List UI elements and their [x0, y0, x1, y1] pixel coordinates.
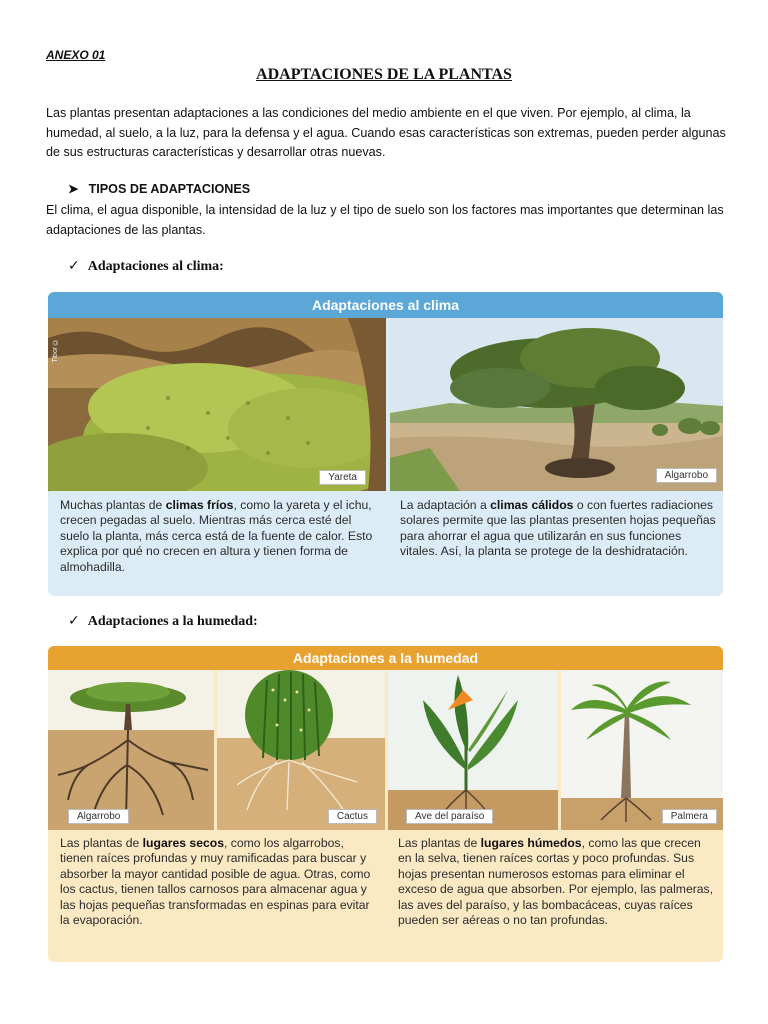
illustration-label: Cactus	[328, 809, 377, 824]
text-run: Las plantas de	[398, 836, 481, 850]
text-run: , como las que crecen en la selva, tienen raíces cortas y poco profundas. Sus hojas presentan numerosos estomas para eliminar el exceso de agua que absorben. Por ejemplo, las palmeras, las aves del paraíso, y las bombacáceas, cuyas raíces pueden ser aéreas o no tan profundas.	[398, 836, 714, 928]
subheading-humedad-text: Adaptaciones a la humedad:	[87, 614, 258, 629]
text-run: Las plantas de	[60, 836, 143, 850]
photo-label: Algarrobo	[656, 468, 717, 483]
clima-right-text	[400, 498, 716, 560]
illustration-label: Ave del paraíso	[406, 809, 493, 824]
humedad-right-text	[398, 836, 716, 928]
humedad-banner: Adaptaciones a la humedad	[48, 646, 723, 670]
palmera-illustration	[561, 670, 723, 830]
checkmark-icon: ✓	[68, 613, 80, 629]
bold-term: climas fríos	[165, 498, 234, 512]
bold-term: climas cálidos	[490, 498, 574, 512]
illustration-label: Palmera	[662, 809, 717, 824]
humedad-panel	[48, 646, 723, 962]
photo-label: Yareta	[319, 470, 366, 485]
arrow-bullet-icon: ➤	[68, 182, 79, 196]
algarrobo-photo	[390, 318, 723, 491]
clima-banner: Adaptaciones al clima	[48, 292, 723, 318]
text-run: La adaptación a	[400, 498, 491, 512]
intro-paragraph: Las plantas presentan adaptaciones a las condiciones del medio ambiente en el que viven. Por ejemplo, al clima, la humedad, al suelo, a la luz, para la defensa y el agua. Cuando esas características son extremas, pueden perder algunas de sus estructuras características y desarrollar otras nuevas.	[46, 106, 726, 159]
subheading-clima-text: Adaptaciones al clima:	[87, 259, 224, 274]
photo-credit: Tibor ©	[52, 338, 59, 363]
checkmark-icon: ✓	[68, 258, 80, 274]
clima-panel	[48, 292, 723, 596]
subheading-clima	[68, 258, 224, 275]
text-run: , como la yareta y el ichu, crecen pegadas al suelo. Mientras más cerca esté del suelo la planta, más cerca está de la fuente de calor. Esto explica por qué no crecen en altura y tienen forma de almohadilla.	[60, 498, 373, 574]
page-title: ADAPTACIONES DE LA PLANTAS	[256, 66, 512, 83]
section-paragraph: El clima, el agua disponible, la intensidad de la luz y el tipo de suelo son los factores mas importantes que determinan las adaptaciones de las plantas.	[46, 203, 724, 237]
humedad-left-text	[60, 836, 378, 928]
algarrobo-roots-illustration	[48, 670, 214, 830]
bold-term: lugares húmedos	[480, 836, 582, 850]
text-run: , como los algarrobos, tienen raíces profundas y muy ramificadas para buscar y absorber la mayor cantidad posible de agua. Otras, como los cactus, tienen tallos carnosos para almacenar agua y las hojas pequeñas transformadas en espinas para evitar la evaporación.	[60, 836, 371, 928]
annex-label: ANEXO 01	[46, 48, 106, 62]
section-heading-text: TIPOS DE ADAPTACIONES	[88, 182, 251, 196]
section-heading	[68, 181, 250, 196]
bold-term: lugares secos	[142, 836, 224, 850]
yareta-photo	[48, 318, 386, 491]
cactus-illustration	[217, 670, 385, 830]
text-run: Muchas plantas de	[60, 498, 166, 512]
subheading-humedad	[68, 613, 258, 630]
ave-del-paraiso-illustration	[388, 670, 558, 830]
illustration-label: Algarrobo	[68, 809, 129, 824]
text-run: o con fuertes radiaciones solares permite que las plantas presenten hojas pequeñas para ahorrar el agua que utilizarán en sus funciones vitales. Así, la planta se protege de la deshidratación.	[400, 498, 716, 559]
clima-left-text	[60, 498, 378, 575]
